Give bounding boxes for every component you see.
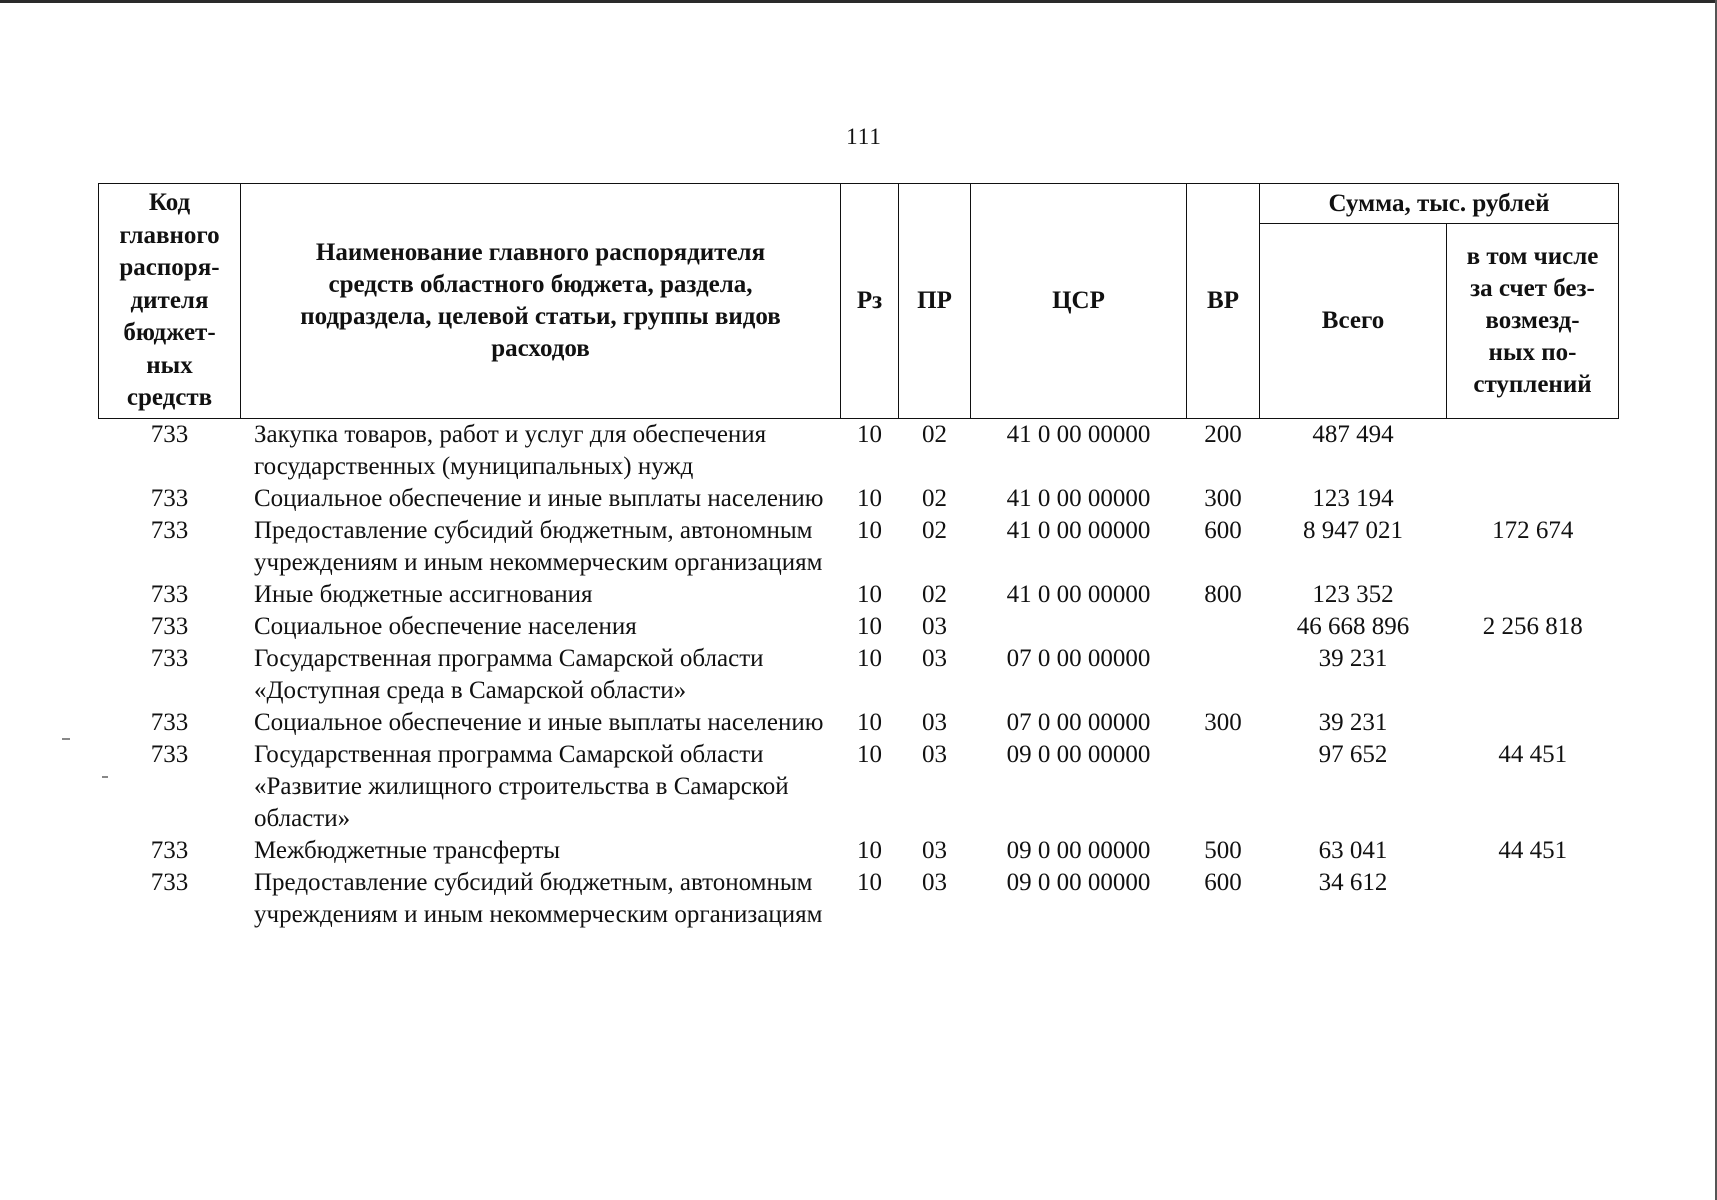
header-csr: ЦСР [971, 184, 1187, 419]
cell-vr [1187, 611, 1260, 643]
cell-rz: 10 [857, 741, 882, 768]
cell-total: 487 494 [1312, 421, 1394, 448]
cell-vr: 600 [1204, 869, 1242, 896]
cell-name: Социальное обеспечение и иные выплаты населению [254, 485, 824, 512]
table-row [99, 579, 1619, 611]
cell-rz: 10 [857, 837, 882, 864]
cell-rz: 10 [857, 869, 882, 896]
table-row [99, 419, 1619, 484]
cell-name: Государственная программа Самарской области «Развитие жилищного строительства в Самарской области» [254, 741, 789, 832]
cell-pr: 03 [922, 613, 947, 640]
cell-total: 63 041 [1318, 837, 1388, 864]
scan-border-top [0, 0, 1717, 3]
cell-rz: 10 [857, 645, 882, 672]
cell-code: 733 [150, 869, 189, 896]
cell-gratuitous: 44 451 [1498, 837, 1568, 864]
cell-total: 123 352 [1312, 581, 1394, 608]
cell-name: Социальное обеспечение и иные выплаты населению [254, 709, 824, 736]
cell-vr: 500 [1204, 837, 1242, 864]
budget-table [98, 183, 1619, 931]
cell-pr: 02 [922, 485, 947, 512]
cell-total: 8 947 021 [1303, 517, 1403, 544]
cell-vr [1187, 643, 1260, 707]
cell-rz: 10 [857, 709, 882, 736]
header-gratuitous: в том числе за счет без- возмезд- ных по- ступлений [1447, 224, 1619, 419]
table-row [99, 739, 1619, 835]
cell-name: Социальное обеспечение населения [254, 613, 637, 640]
page-number: 111 [846, 124, 882, 149]
cell-rz: 10 [857, 581, 882, 608]
header-name: Наименование главного распорядителя средств областного бюджета, раздела, подраздела, целевой статьи, группы видов расходов [241, 184, 841, 419]
header-total: Всего [1260, 224, 1447, 419]
table-row [99, 483, 1619, 515]
cell-csr: 09 0 00 00000 [1006, 837, 1151, 864]
scan-speck [102, 776, 108, 778]
cell-code: 733 [150, 421, 189, 448]
cell-csr: 41 0 00 00000 [1006, 517, 1151, 544]
cell-gratuitous: 172 674 [1492, 517, 1574, 544]
cell-pr: 03 [922, 645, 947, 672]
table-row [99, 707, 1619, 739]
cell-code: 733 [150, 581, 189, 608]
cell-pr: 02 [922, 581, 947, 608]
cell-csr [971, 611, 1187, 643]
cell-vr: 300 [1204, 485, 1242, 512]
cell-code: 733 [150, 485, 189, 512]
cell-gratuitous: 2 256 818 [1482, 613, 1583, 640]
cell-total: 46 668 896 [1296, 613, 1410, 640]
cell-code: 733 [150, 741, 189, 768]
cell-name: Иные бюджетные ассигнования [254, 581, 593, 608]
cell-csr: 41 0 00 00000 [1006, 421, 1151, 448]
cell-csr: 07 0 00 00000 [1006, 709, 1151, 736]
cell-gratuitous [1447, 707, 1619, 739]
cell-total: 34 612 [1318, 869, 1388, 896]
cell-rz: 10 [857, 421, 882, 448]
cell-name: Предоставление субсидий бюджетным, автономным учреждениям и иным некоммерческим организациям [254, 869, 823, 928]
cell-total: 123 194 [1312, 485, 1394, 512]
cell-vr: 800 [1204, 581, 1242, 608]
cell-code: 733 [150, 709, 189, 736]
cell-csr: 09 0 00 00000 [1006, 869, 1151, 896]
cell-csr: 07 0 00 00000 [1006, 645, 1151, 672]
cell-gratuitous [1447, 643, 1619, 707]
cell-code: 733 [150, 613, 189, 640]
header-vr: ВР [1187, 184, 1260, 419]
header-sum: Сумма, тыс. рублей [1260, 184, 1619, 224]
cell-name: Межбюджетные трансферты [254, 837, 561, 864]
cell-name: Предоставление субсидий бюджетным, автономным учреждениям и иным некоммерческим организациям [254, 517, 823, 576]
table-body [99, 419, 1619, 932]
cell-pr: 02 [922, 517, 947, 544]
cell-pr: 03 [922, 741, 947, 768]
table-row [99, 835, 1619, 867]
cell-vr: 300 [1204, 709, 1242, 736]
cell-vr: 600 [1204, 517, 1242, 544]
table-row [99, 611, 1619, 643]
cell-csr: 41 0 00 00000 [1006, 485, 1151, 512]
cell-gratuitous [1447, 867, 1619, 931]
cell-code: 733 [150, 517, 189, 544]
cell-total: 97 652 [1318, 741, 1388, 768]
header-code: Код главного распоря- дителя бюджет- ных средств [99, 184, 241, 419]
cell-gratuitous [1447, 579, 1619, 611]
cell-vr [1187, 739, 1260, 835]
cell-gratuitous [1447, 483, 1619, 515]
cell-rz: 10 [857, 517, 882, 544]
cell-code: 733 [150, 837, 189, 864]
table-header [99, 184, 1619, 419]
cell-code: 733 [150, 645, 189, 672]
table-row [99, 867, 1619, 931]
cell-pr: 03 [922, 709, 947, 736]
cell-gratuitous [1447, 419, 1619, 484]
cell-rz: 10 [857, 485, 882, 512]
cell-total: 39 231 [1318, 645, 1388, 672]
cell-name: Закупка товаров, работ и услуг для обеспечения государственных (муниципальных) нужд [254, 421, 767, 480]
header-rz: Рз [841, 184, 899, 419]
cell-csr: 41 0 00 00000 [1006, 581, 1151, 608]
cell-csr: 09 0 00 00000 [1006, 741, 1151, 768]
cell-pr: 02 [922, 421, 947, 448]
cell-name: Государственная программа Самарской области «Доступная среда в Самарской области» [254, 645, 764, 704]
header-pr: ПР [899, 184, 971, 419]
scan-speck [62, 738, 70, 740]
cell-pr: 03 [922, 869, 947, 896]
cell-rz: 10 [857, 613, 882, 640]
cell-gratuitous: 44 451 [1498, 741, 1568, 768]
cell-pr: 03 [922, 837, 947, 864]
cell-vr: 200 [1204, 421, 1242, 448]
table-row [99, 515, 1619, 579]
table-row [99, 643, 1619, 707]
cell-total: 39 231 [1318, 709, 1388, 736]
